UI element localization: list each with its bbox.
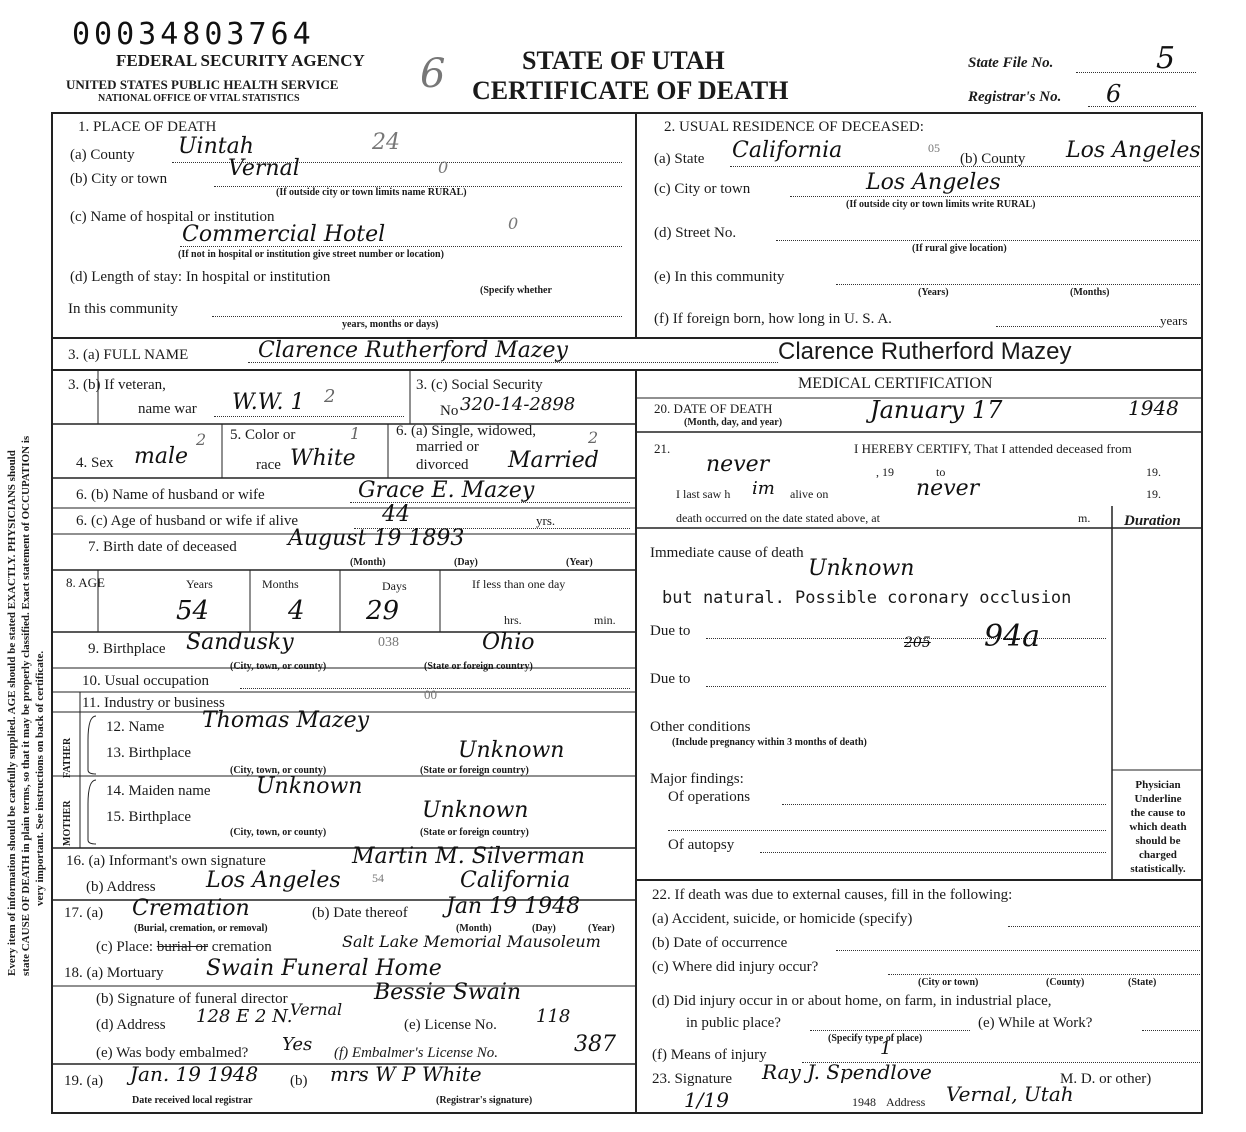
certify-num: 21.	[654, 441, 671, 456]
received-label: Date received local registrar	[132, 1095, 253, 1106]
occurred-m: m.	[1078, 511, 1091, 525]
birthplace-code: 038	[378, 635, 399, 650]
informant-sig-label: 16. (a) Informant's own signature	[66, 853, 266, 869]
occupation-label: 10. Usual occupation	[82, 673, 210, 689]
external-state-note: (State)	[1128, 977, 1157, 988]
external-means-value: 1	[880, 1038, 892, 1059]
residence-street-label: (d) Street No.	[654, 225, 737, 241]
residence-city-label: (c) City or town	[654, 181, 751, 197]
due-to-label-2: Due to	[650, 671, 691, 687]
license-value: 118	[536, 1006, 571, 1027]
attended-value: never	[706, 452, 770, 477]
father-city-note: (City, town, or county)	[230, 765, 327, 776]
birth-day-label: (Day)	[454, 557, 478, 568]
place-city-note: (If outside city or town limits name RURAL)	[276, 187, 467, 198]
code-value: 94a	[984, 619, 1041, 654]
external-type-note: (Specify type of place)	[828, 1033, 923, 1044]
death-date-note: (Month, day, and year)	[684, 417, 783, 428]
residence-heading: 2. USUAL RESIDENCE OF DECEASED:	[664, 119, 924, 135]
place-stay-note: (Specify whether	[480, 285, 552, 296]
state-file-value: 5	[1156, 41, 1176, 76]
death-date-label: 20. DATE OF DEATH	[654, 401, 773, 416]
race-label: race	[256, 457, 281, 473]
embalmer-value: 387	[574, 1032, 616, 1057]
sex-value: male	[134, 444, 189, 469]
place-community-label: In this community	[68, 301, 178, 317]
marital-code: 2	[588, 428, 599, 447]
disposition-month: (Month)	[456, 923, 492, 934]
veteran-label: 3. (b) If veteran,	[68, 377, 166, 393]
mother-city-note: (City, town, or county)	[230, 827, 327, 838]
informant-addr-state: California	[460, 868, 571, 893]
place-hospital-code: 0	[508, 214, 519, 233]
alive-label: alive on	[790, 487, 829, 501]
disposition-year: (Year)	[588, 923, 615, 934]
fullname-label: 3. (a) FULL NAME	[68, 347, 189, 363]
attended-19b: 19.	[1146, 465, 1161, 479]
certify-text: I HEREBY CERTIFY, That I attended deceased from	[854, 441, 1132, 456]
father-birthplace-label: 13. Birthplace	[106, 745, 191, 761]
residence-street-note: (If rural give location)	[912, 243, 1007, 254]
residence-state-code: 05	[928, 141, 940, 155]
spouse-label: 6. (b) Name of husband or wife	[76, 487, 265, 503]
spouse-age-unit: yrs.	[536, 513, 556, 528]
ss-label: 3. (c) Social Security	[416, 377, 543, 393]
war-code: 2	[324, 386, 336, 407]
fullname-typed: Clarence Rutherford Mazey	[778, 338, 1072, 365]
mother-state-note: (State or foreign country)	[420, 827, 529, 838]
informant-addr-city: Los Angeles	[206, 868, 341, 893]
birth-year-label: (Year)	[566, 557, 593, 568]
residence-foreign-unit: years	[1160, 313, 1188, 328]
informant-addr-label: (b) Address	[86, 879, 156, 895]
major-findings-label: Major findings:	[650, 771, 744, 787]
registrar-sig-label: (Registrar's signature)	[436, 1095, 533, 1106]
place-community-note: years, months or days)	[342, 319, 439, 330]
age-months-value: 4	[288, 596, 305, 626]
received-value: Jan. 19 1948	[130, 1062, 259, 1086]
agency-office: NATIONAL OFFICE OF VITAL STATISTICS	[98, 93, 300, 104]
place-county-label: (a) County	[70, 147, 135, 163]
disposition-label: 17. (a)	[64, 905, 104, 921]
death-date-year: 1948	[1128, 396, 1179, 420]
external-city-note: (City or town)	[918, 977, 979, 988]
age-months-label: Months	[262, 577, 299, 591]
signature-md: M. D. or other)	[1060, 1071, 1152, 1087]
informant-sig-value: Martin M. Silverman	[352, 844, 585, 869]
other-conditions-label: Other conditions	[650, 719, 751, 735]
place-heading: 1. PLACE OF DEATH	[78, 119, 217, 135]
place-county-code: 24	[372, 130, 400, 155]
registrar-sig-marker: (b)	[290, 1073, 308, 1089]
autopsy-label: Of autopsy	[668, 837, 735, 853]
signature-addr-label: Address	[886, 1095, 926, 1109]
signature-date: 1/19	[684, 1088, 729, 1112]
residence-community-label: (e) In this community	[654, 269, 785, 285]
residence-years-label: (Years)	[918, 287, 949, 298]
spouse-age-value: 44	[382, 502, 410, 527]
age-days-value: 29	[366, 596, 400, 626]
attended-to: to	[936, 465, 946, 479]
war-value: W.W. 1	[232, 390, 305, 415]
signature-year: 1948	[852, 1095, 876, 1109]
director-label: (b) Signature of funeral director	[96, 991, 288, 1007]
typed-cause: but natural. Possible coronary occlusion	[662, 588, 1072, 608]
embalmer-label: (f) Embalmer's License No.	[334, 1045, 499, 1061]
agency-service: UNITED STATES PUBLIC HEALTH SERVICE	[66, 77, 339, 92]
residence-state-value: California	[732, 138, 843, 163]
director-value: Bessie Swain	[374, 980, 522, 1005]
agency-name: FEDERAL SECURITY AGENCY	[116, 51, 365, 70]
signature-addr-value: Vernal, Utah	[946, 1082, 1074, 1106]
disposition-method-note: (Burial, cremation, or removal)	[134, 923, 268, 934]
physician-note: Physician Underline the cause to which death should be charged statistically.	[1129, 779, 1187, 875]
external-public-label: in public place?	[686, 1015, 781, 1031]
immediate-cause-label: Immediate cause of death	[650, 545, 804, 561]
residence-foreign-label: (f) If foreign born, how long in U. S. A.	[654, 311, 892, 327]
marital-label-2: married or	[416, 439, 479, 455]
mortuary-address-label: (d) Address	[96, 1017, 166, 1033]
birth-month-label: (Month)	[350, 557, 386, 568]
disposition-date-value: Jan 19 1948	[446, 894, 581, 919]
received-label-num: 19. (a)	[64, 1073, 104, 1089]
disposition-date-label: (b) Date thereof	[312, 905, 408, 921]
age-days-label: Days	[382, 579, 407, 593]
mortuary-value: Swain Funeral Home	[206, 956, 442, 981]
immediate-cause-value: Unknown	[808, 556, 915, 581]
death-date-value: January 17	[870, 396, 1003, 424]
mother-maiden-label: 14. Maiden name	[106, 783, 211, 799]
external-means-label: (f) Means of injury	[652, 1047, 767, 1063]
signature-label: 23. Signature	[652, 1071, 732, 1087]
registrar-number-value: 6	[1106, 80, 1122, 108]
industry-code: 00	[424, 687, 437, 702]
external-date-label: (b) Date of occurrence	[652, 935, 788, 951]
mother-birthplace-value: Unknown	[422, 798, 529, 823]
place-city-label: (b) City or town	[70, 171, 168, 187]
other-conditions-note: (Include pregnancy within 3 months of death)	[672, 737, 867, 748]
place-hospital-note: (If not in hospital or institution give street number or location)	[178, 249, 444, 260]
operations-label: Of operations	[668, 789, 751, 805]
father-name-label: 12. Name	[106, 719, 165, 735]
race-code: 1	[350, 424, 361, 443]
mortuary-address-city: Vernal	[290, 1000, 343, 1019]
external-accident-label: (a) Accident, suicide, or homicide (specify)	[652, 911, 913, 927]
place-city-value: Vernal	[228, 156, 300, 181]
registrar-number-label: Registrar's No.	[968, 89, 1062, 105]
residence-city-value: Los Angeles	[866, 170, 1001, 195]
sex-code: 2	[196, 430, 207, 449]
place-stay-label: (d) Length of stay: In hospital or institution	[70, 269, 331, 285]
residence-state-label: (a) State	[654, 151, 705, 167]
birthplace-city-note: (City, town, or county)	[230, 661, 327, 672]
lastsaw-label: I last saw h	[676, 487, 731, 501]
race-value: White	[290, 446, 356, 471]
medical-heading: MEDICAL CERTIFICATION	[798, 375, 993, 392]
place-county-value: Uintah	[178, 134, 254, 159]
mother-label: MOTHER	[62, 800, 73, 846]
lastsaw-value: im	[752, 478, 775, 499]
residence-months-label: (Months)	[1070, 287, 1110, 298]
duration-label: Duration	[1124, 513, 1181, 529]
embalmed-label: (e) Was body embalmed?	[96, 1045, 249, 1061]
document-number: 00034803764	[72, 17, 315, 52]
birthplace-state-note: (State or foreign country)	[424, 661, 533, 672]
birthplace-city: Sandusky	[186, 630, 294, 655]
marital-label-3: divorced	[416, 457, 469, 473]
industry-label: 11. Industry or business	[82, 695, 225, 711]
place-city-code: 0	[438, 158, 449, 177]
informant-addr-code: 54	[372, 871, 384, 885]
due-to-label-1: Due to	[650, 623, 691, 639]
external-home-label: (d) Did injury occur in or about home, on farm, in industrial place,	[652, 993, 1052, 1009]
mortuary-label: 18. (a) Mortuary	[64, 965, 164, 981]
mother-birthplace-label: 15. Birthplace	[106, 809, 191, 825]
ss-no-label: No	[440, 403, 459, 419]
birth-date-label: 7. Birth date of deceased	[88, 539, 237, 555]
residence-county-label: (b) County	[960, 151, 1026, 167]
state-file-label: State File No.	[968, 55, 1054, 71]
external-county-note: (County)	[1046, 977, 1085, 988]
occurred-label: death occurred on the date stated above, at	[676, 511, 880, 525]
attended-19a: , 19	[876, 465, 894, 479]
alive-value: never	[916, 476, 980, 501]
marital-value: Married	[508, 448, 599, 473]
state-title: STATE OF UTAH	[522, 46, 725, 75]
ss-value: 320-14-2898	[460, 394, 576, 415]
age-hrs-label: hrs.	[504, 613, 522, 627]
fullname-value: Clarence Rutherford Mazey	[258, 338, 568, 363]
code-struck: 205	[904, 635, 931, 651]
residence-city-note: (If outside city or town limits write RURAL)	[846, 199, 1036, 210]
signature-value: Ray J. Spendlove	[762, 1060, 932, 1084]
war-label: name war	[138, 401, 197, 417]
sex-label: 4. Sex	[76, 455, 114, 471]
birth-date-value: August 19 1893	[288, 526, 465, 551]
spouse-value: Grace E. Mazey	[358, 478, 535, 503]
registrar-sig-value: mrs W P White	[330, 1062, 482, 1086]
father-birthplace-value: Unknown	[458, 738, 565, 763]
spouse-age-label: 6. (c) Age of husband or wife if alive	[76, 513, 299, 529]
disposition-method: Cremation	[132, 896, 250, 921]
age-years-value: 54	[176, 596, 210, 626]
birthplace-label: 9. Birthplace	[88, 641, 166, 657]
license-label: (e) License No.	[404, 1017, 497, 1033]
external-heading: 22. If death was due to external causes, fill in the following:	[652, 887, 1013, 903]
residence-county-value: Los Angeles	[1066, 138, 1201, 163]
external-where-label: (c) Where did injury occur?	[652, 959, 819, 975]
external-work-label: (e) While at Work?	[978, 1015, 1093, 1031]
age-label: 8. AGE	[66, 575, 105, 590]
margin-instructions-2: state CAUSE OF DEATH in plain terms, so that it may be properly classified. Exact statement of OCCUPATION is	[20, 435, 32, 976]
disposition-day: (Day)	[532, 923, 556, 934]
age-min-label: min.	[594, 613, 616, 627]
father-label: FATHER	[62, 737, 73, 778]
place-hospital-label: (c) Name of hospital or institution	[70, 209, 275, 225]
mortuary-address-value: 128 E 2 N.	[196, 1006, 293, 1027]
mother-maiden-value: Unknown	[256, 774, 363, 799]
circled-mark: 6	[420, 51, 446, 97]
certificate-title: CERTIFICATE OF DEATH	[472, 76, 789, 105]
margin-instructions-1: Every item of information should be carefully supplied. AGE should be stated EXACTLY. PHYSICIANS should	[6, 450, 18, 976]
age-less-label: If less than one day	[472, 577, 566, 591]
color-label: 5. Color or	[230, 427, 296, 443]
margin-instructions-3: very important. See instructions on back of certificate.	[34, 650, 46, 906]
alive-19: 19.	[1146, 487, 1161, 501]
age-years-label: Years	[186, 577, 213, 591]
disposition-place-value: Salt Lake Memorial Mausoleum	[342, 932, 601, 951]
father-name-value: Thomas Mazey	[202, 708, 370, 733]
birthplace-state: Ohio	[482, 630, 535, 655]
place-hospital-value: Commercial Hotel	[182, 222, 386, 247]
marital-label: 6. (a) Single, widowed,	[396, 423, 536, 439]
embalmed-value: Yes	[282, 1034, 313, 1055]
father-state-note: (State or foreign country)	[420, 765, 529, 776]
disposition-place-label: (c) Place: burial or cremation	[96, 939, 272, 955]
